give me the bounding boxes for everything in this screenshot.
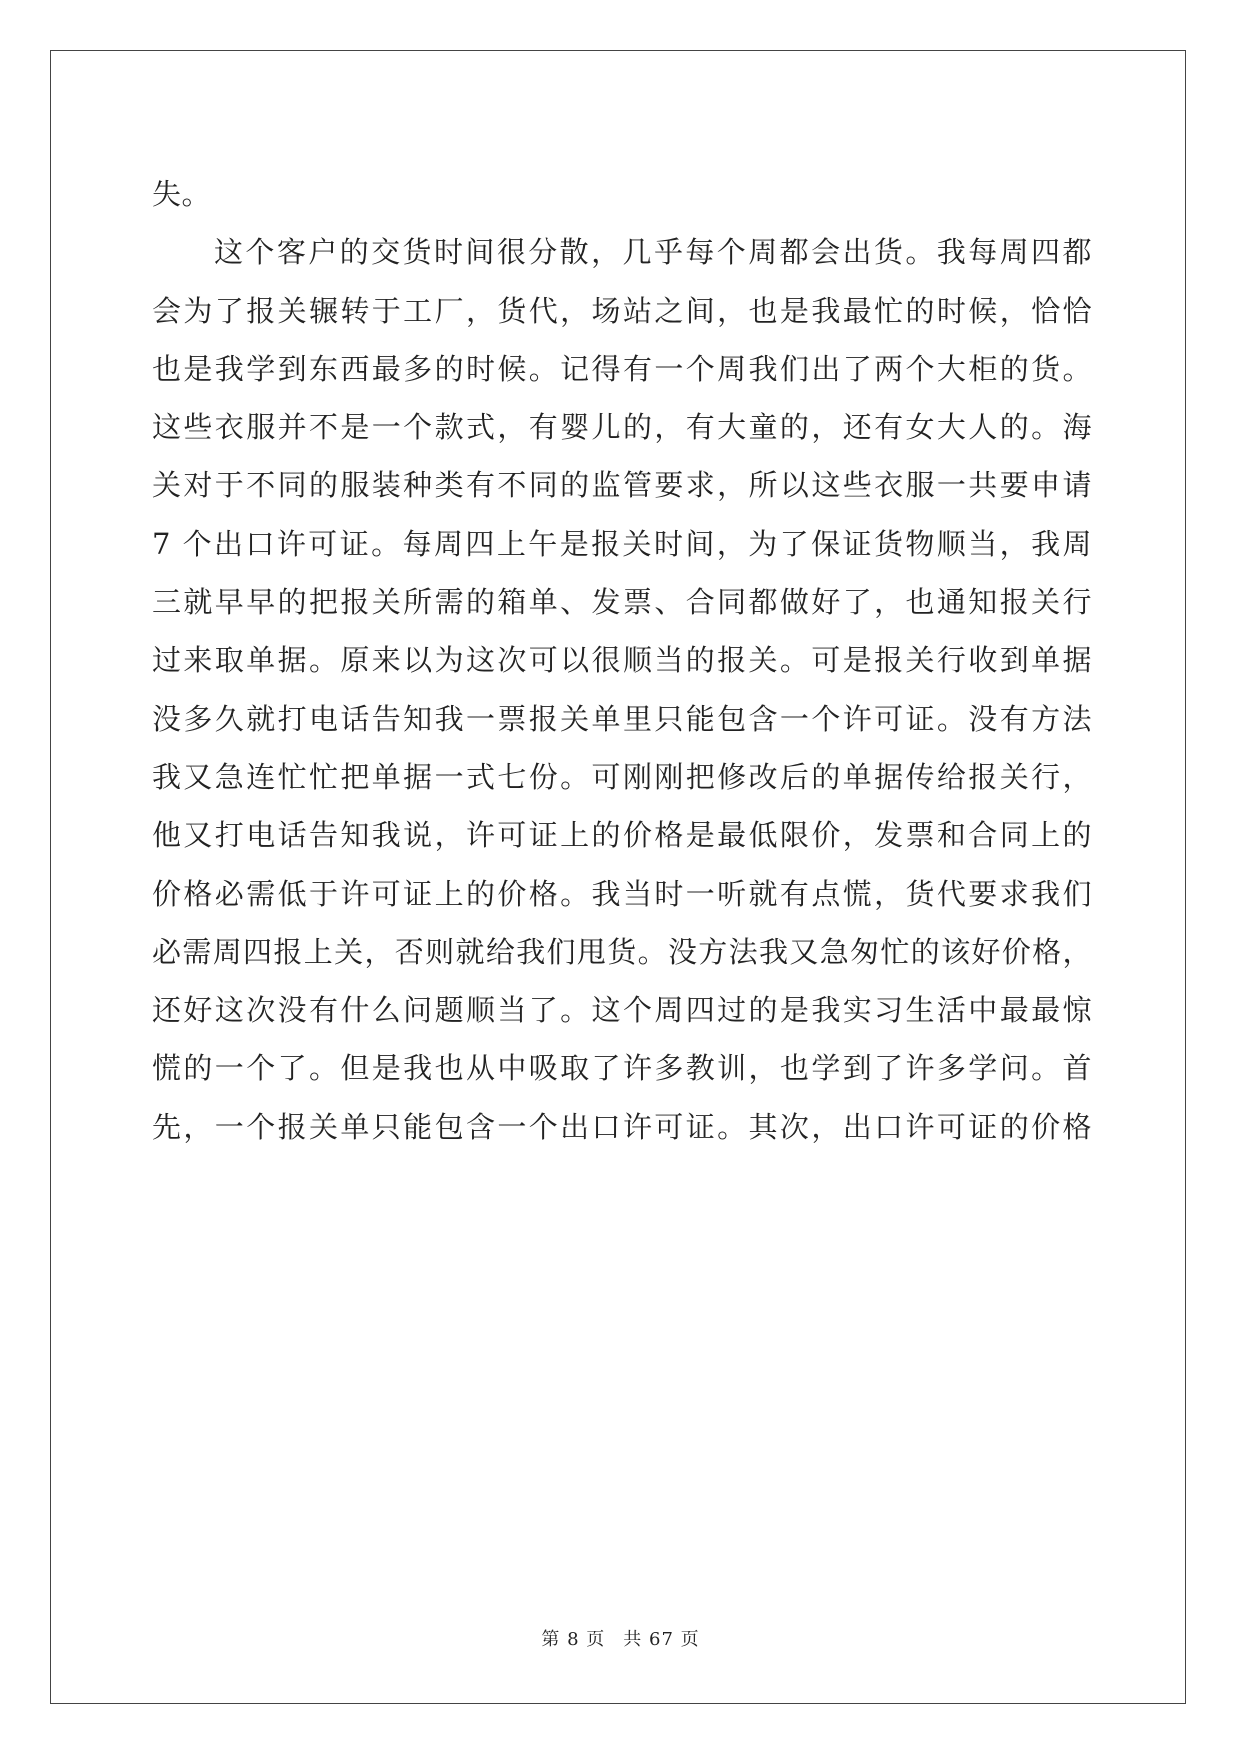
- document-body: [152, 165, 1092, 1156]
- text-line: 慌的一个了。但是我也从中吸取了许多教训，也学到了许多学问。首: [152, 1051, 1092, 1086]
- text-line: 必需周四报上关，否则就给我们甩货。没方法我又急匆忙的该好价格，: [152, 934, 1092, 969]
- page-number: 第 8 页: [541, 1629, 606, 1650]
- text-line: 这些衣服并不是一个款式，有婴儿的，有大童的，还有女大人的。海: [152, 410, 1092, 445]
- text-line: 我又急连忙忙把单据一式七份。可刚刚把修改后的单据传给报关行，: [152, 759, 1092, 794]
- text-line: 三就早早的把报关所需的箱单、发票、合同都做好了，也通知报关行: [152, 585, 1092, 620]
- text-line: 这个客户的交货时间很分散，几乎每个周都会出货。我每周四都: [214, 235, 1092, 270]
- text-line: 也是我学到东西最多的时候。记得有一个周我们出了两个大柜的货。: [152, 351, 1092, 386]
- text-line: 没多久就打电话告知我一票报关单里只能包含一个许可证。没有方法: [152, 701, 1092, 736]
- text-line: 7 个出口许可证。每周四上午是报关时间，为了保证货物顺当，我周: [152, 526, 1092, 561]
- text-line: 还好这次没有什么问题顺当了。这个周四过的是我实习生活中最最惊: [152, 993, 1092, 1028]
- text-line: 他又打电话告知我说，许可证上的价格是最低限价，发票和合同上的: [152, 818, 1092, 853]
- text-line: 失。: [152, 177, 212, 211]
- text-line: 关对于不同的服装种类有不同的监管要求，所以这些衣服一共要申请: [152, 468, 1092, 503]
- page-footer: [0, 1625, 1241, 1651]
- page-total: 共 67 页: [623, 1629, 700, 1650]
- text-line: 过来取单据。原来以为这次可以很顺当的报关。可是报关行收到单据: [152, 643, 1092, 678]
- text-line: 先，一个报关单只能包含一个出口许可证。其次，出口许可证的价格: [152, 1109, 1092, 1144]
- text-line: 会为了报关辗转于工厂，货代，场站之间，也是我最忙的时候，恰恰: [152, 293, 1092, 328]
- text-line: 价格必需低于许可证上的价格。我当时一听就有点慌，货代要求我们: [152, 876, 1092, 911]
